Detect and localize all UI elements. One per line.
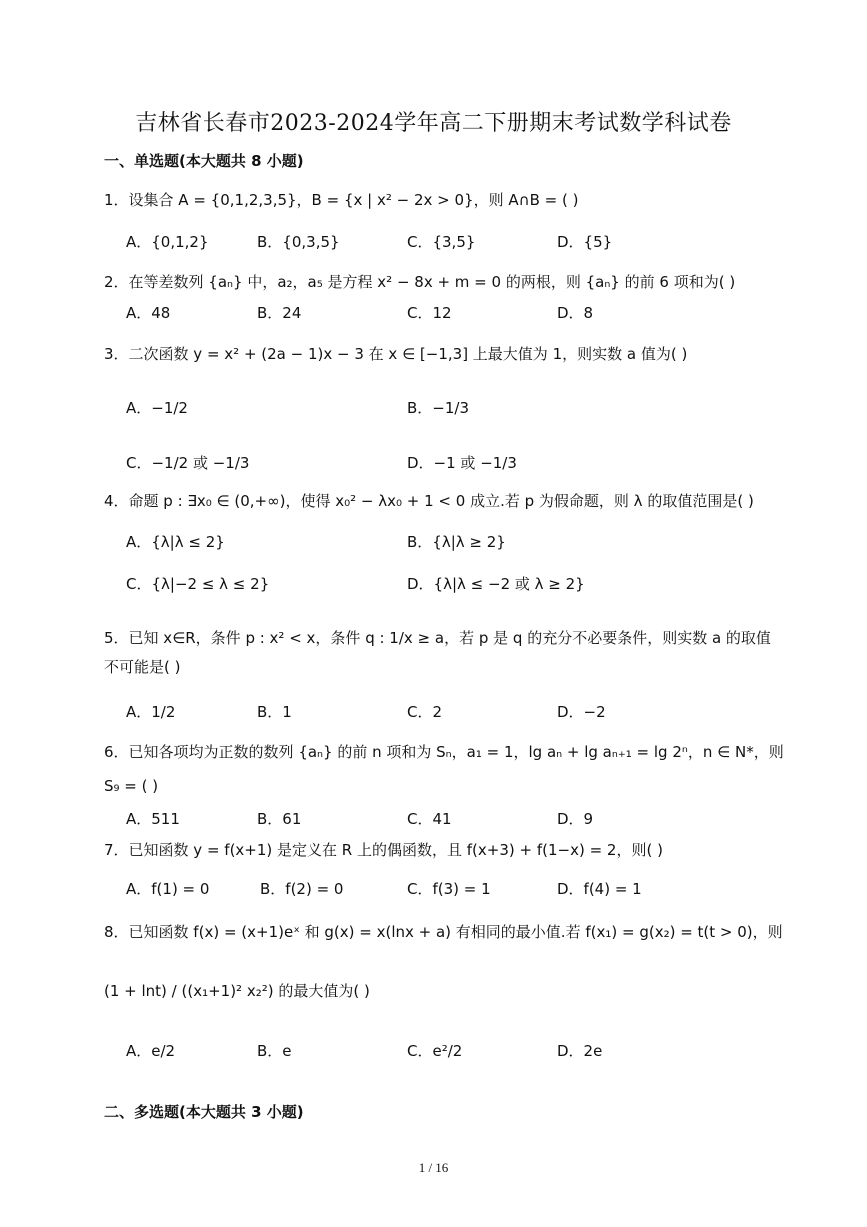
- question-8-stem-continued: (1 + lnt) / ((x₁+1)² x₂²) 的最大值为( ): [104, 982, 370, 1000]
- question-6-stem: 6．已知各项均为正数的数列 {aₙ} 的前 n 项和为 Sₙ，a₁ = 1，lg aₙ + lg aₙ₊₁ = lg 2ⁿ，n ∈ N*，则: [104, 743, 784, 761]
- question-8-option-c: C．e²/2: [407, 1042, 463, 1060]
- question-8-option-d: D．2e: [557, 1042, 603, 1060]
- question-1-stem: 1．设集合 A = {0,1,2,3,5}，B = {x | x² − 2x > 0}，则 A∩B = ( ): [104, 191, 579, 209]
- question-6-option-d: D．9: [557, 810, 594, 828]
- question-2-option-b: B．24: [257, 304, 302, 322]
- question-6-stem-continued: S₉ = ( ): [104, 777, 159, 795]
- question-4-option-d: D．{λ|λ ≤ −2 或 λ ≥ 2}: [407, 575, 585, 593]
- question-3-option-b: B．−1/3: [407, 399, 469, 417]
- question-2-option-c: C．12: [407, 304, 452, 322]
- question-7-stem: 7．已知函数 y = f(x+1) 是定义在 R 上的偶函数，且 f(x+3) + f(1−x) = 2，则( ): [104, 841, 663, 859]
- question-7-option-c: C．f(3) = 1: [407, 880, 491, 898]
- question-4-stem: 4．命题 p : ∃x₀ ∈ (0,+∞)，使得 x₀² − λx₀ + 1 < 0 成立.若 p 为假命题，则 λ 的取值范围是( ): [104, 492, 754, 510]
- question-4-option-a: A．{λ|λ ≤ 2}: [126, 533, 225, 551]
- page-title: 吉林省长春市2023-2024学年高二下册期末考试数学科试卷: [135, 111, 732, 136]
- question-6-option-b: B．61: [257, 810, 302, 828]
- question-3-option-a: A．−1/2: [126, 399, 188, 417]
- question-1-option-d: D．{5}: [557, 233, 613, 251]
- question-5-option-a: A．1/2: [126, 703, 176, 721]
- question-7-option-a: A．f(1) = 0: [126, 880, 210, 898]
- question-1-option-c: C．{3,5}: [407, 233, 476, 251]
- question-3-option-c: C．−1/2 或 −1/3: [126, 454, 250, 472]
- question-5-option-c: C．2: [407, 703, 443, 721]
- question-8-option-b: B．e: [257, 1042, 292, 1060]
- question-8-option-a: A．e/2: [126, 1042, 176, 1060]
- question-5-stem: 5．已知 x∈R，条件 p : x² < x，条件 q : 1/x ≥ a，若 p 是 q 的充分不必要条件，则实数 a 的取值: [104, 629, 771, 647]
- question-2-option-d: D．8: [557, 304, 594, 322]
- question-3-option-d: D．−1 或 −1/3: [407, 454, 517, 472]
- section-multiple-choice-heading: 二、多选题(本大题共 3 小题): [104, 1103, 304, 1121]
- question-5-option-d: D．−2: [557, 703, 606, 721]
- page-number: 1 / 16: [418, 1160, 449, 1175]
- question-7-option-b: B．f(2) = 0: [260, 880, 344, 898]
- section-single-choice-heading: 一、单选题(本大题共 8 小题): [104, 152, 304, 170]
- question-7-option-d: D．f(4) = 1: [557, 880, 642, 898]
- question-2-stem: 2．在等差数列 {aₙ} 中，a₂，a₅ 是方程 x² − 8x + m = 0 的两根，则 {aₙ} 的前 6 项和为( ): [104, 273, 736, 291]
- question-1-option-b: B．{0,3,5}: [257, 233, 340, 251]
- question-8-stem: 8．已知函数 f(x) = (x+1)eˣ 和 g(x) = x(lnx + a) 有相同的最小值.若 f(x₁) = g(x₂) = t(t > 0)，则: [104, 923, 783, 941]
- question-4-option-c: C．{λ|−2 ≤ λ ≤ 2}: [126, 575, 270, 593]
- question-1-option-a: A．{0,1,2}: [126, 233, 209, 251]
- question-5-stem-continued: 不可能是( ): [104, 658, 181, 676]
- question-6-option-a: A．511: [126, 810, 180, 828]
- question-6-option-c: C．41: [407, 810, 452, 828]
- question-4-option-b: B．{λ|λ ≥ 2}: [407, 533, 506, 551]
- question-5-option-b: B．1: [257, 703, 292, 721]
- question-3-stem: 3．二次函数 y = x² + (2a − 1)x − 3 在 x ∈ [−1,3] 上最大值为 1，则实数 a 值为( ): [104, 345, 688, 363]
- question-2-option-a: A．48: [126, 304, 171, 322]
